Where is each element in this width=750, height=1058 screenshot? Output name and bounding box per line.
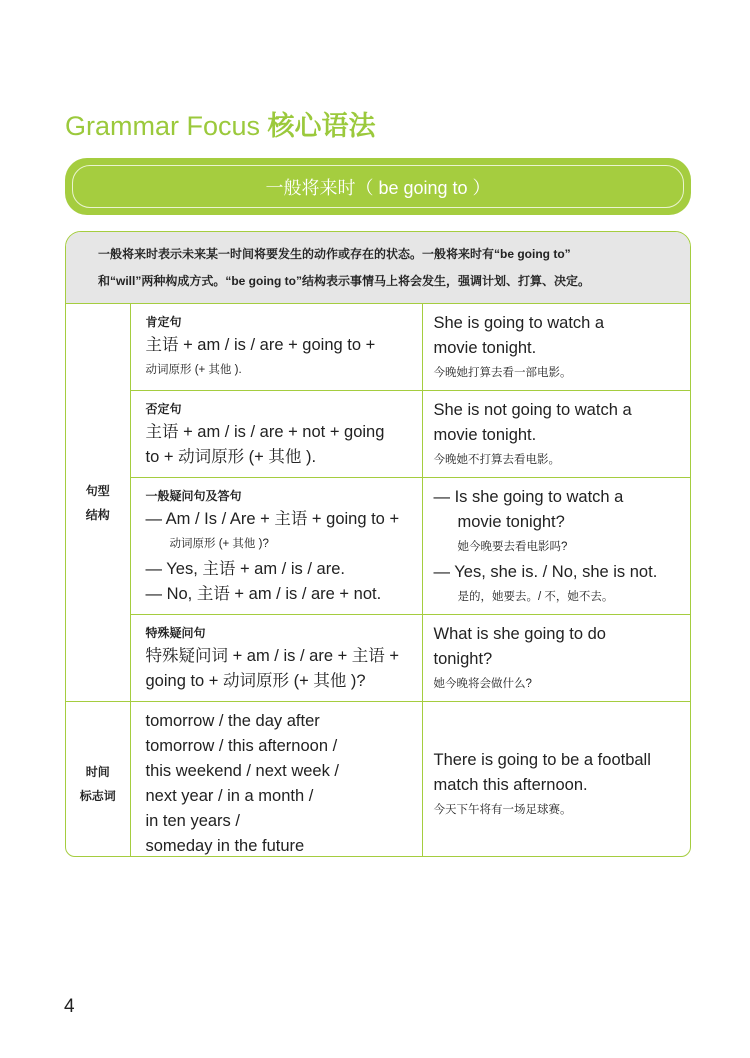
example-cell [422, 478, 690, 615]
example-cell [422, 391, 690, 478]
rule-line: 主语 + am / is / are + not + going [145, 423, 385, 441]
banner-title: 一般将来时（ be going to ） [72, 165, 684, 208]
rule-cell [130, 304, 422, 391]
time-word-line: tomorrow / the day after [145, 712, 320, 730]
label-line: 标志词 [79, 788, 116, 803]
example-line: She is not going to watch a [433, 401, 632, 419]
example-line: There is going to be a football [433, 750, 651, 769]
rule-cell [130, 615, 422, 702]
intro-text [66, 232, 690, 304]
structure-label [66, 304, 130, 702]
title-en: Grammar Focus [65, 111, 261, 141]
table-row [66, 304, 690, 391]
example-line: movie tonight. [433, 339, 537, 357]
example-line: — Is she going to watch a [433, 488, 624, 506]
example-cn: 今天下午将有一场足球赛。 [433, 803, 572, 816]
example-line: movie tonight? [457, 513, 565, 531]
rule-head: 肯定句 [145, 315, 182, 329]
rule-line: 特殊疑问词 + am / is / are + 主语 + [145, 647, 400, 665]
grammar-table [65, 231, 691, 857]
table-row [66, 478, 690, 615]
example-line: What is she going to do [433, 625, 606, 643]
rule-line: going to + 动词原形 (+ 其他 )? [145, 672, 366, 690]
example-cn: 今晚她打算去看一部电影。 [433, 367, 572, 379]
example-line: movie tonight. [433, 426, 537, 444]
rule-line: 动词原形 (+ 其他 ). [145, 364, 242, 376]
time-word-line: next year / in a month / [145, 787, 314, 805]
label-line: 时间 [85, 764, 110, 779]
example-cn: 是的，她要去。/ 不，她不去。 [457, 591, 614, 603]
time-label [66, 702, 130, 858]
example-cell [422, 615, 690, 702]
rule-line: 主语 + am / is / are + going to + [145, 336, 376, 354]
rule-line: — Yes, 主语 + am / is / are. [145, 560, 345, 578]
intro-line: 一般将来时表示未来某一时间将要发生的动作或存在的状态。一般将来时有“be going to” [98, 247, 571, 261]
page-title [65, 104, 376, 143]
rule-cell [130, 391, 422, 478]
title-cn: 核心语法 [267, 111, 376, 141]
time-word-line: this weekend / next week / [145, 762, 340, 780]
rule-line: — Am / Is / Are + 主语 + going to + [145, 510, 400, 528]
time-word-line: tomorrow / this afternoon / [145, 737, 338, 755]
example-cell [422, 304, 690, 391]
rule-line: to + 动词原形 (+ 其他 ). [145, 448, 317, 466]
example-cn: 今晚她不打算去看电影。 [433, 454, 560, 466]
example-line: match this afternoon. [433, 775, 588, 794]
section-banner [65, 158, 691, 215]
rule-cell [130, 478, 422, 615]
intro-line: 和“will”两种构成方式。“be going to”结构表示事情马上将会发生，强调计划、打算、决定。 [98, 274, 590, 288]
example-line: tonight? [433, 650, 493, 668]
rule-head: 一般疑问句及答句 [145, 489, 242, 503]
time-word-line: in ten years / [145, 812, 240, 830]
time-word-line: someday in the future [145, 837, 305, 855]
label-line: 句型 [85, 483, 110, 498]
table-row [66, 702, 690, 858]
example-line: She is going to watch a [433, 314, 605, 332]
page-number: 4 [64, 996, 75, 1017]
rule-line: 动词原形 (+ 其他 )? [169, 538, 269, 550]
table-row [66, 391, 690, 478]
time-words-cell [130, 702, 422, 858]
rule-line: — No, 主语 + am / is / are + not. [145, 585, 382, 603]
example-cn: 她今晚要去看电影吗? [457, 541, 568, 553]
example-cn: 她今晚将会做什么? [433, 678, 532, 690]
example-cell [422, 702, 690, 858]
label-line: 结构 [85, 507, 110, 522]
example-line: — Yes, she is. / No, she is not. [433, 563, 658, 581]
rule-head: 否定句 [145, 402, 182, 416]
table-row [66, 615, 690, 702]
rule-head: 特殊疑问句 [145, 626, 206, 640]
